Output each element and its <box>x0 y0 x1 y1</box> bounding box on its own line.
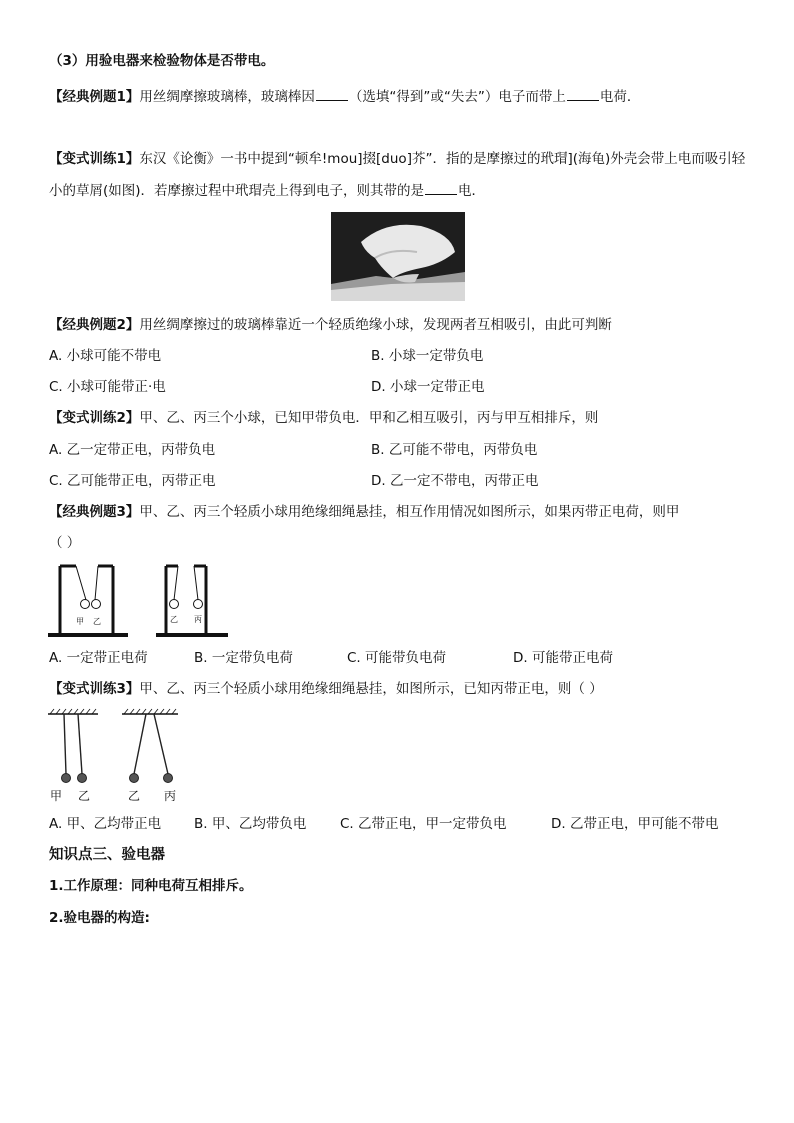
label-yi: 乙 <box>78 789 91 803</box>
example-3-diagram <box>48 560 238 640</box>
variant-2: 【变式训练2】甲、乙、丙三个小球，已知甲带负电．甲和乙相互吸引，丙与甲互相排斥，则 <box>49 410 599 426</box>
structure-line: 2.验电器的构造: <box>49 910 150 926</box>
ball-jia <box>62 774 71 783</box>
label-yi: 乙 <box>128 789 141 803</box>
ball-yi <box>170 600 179 609</box>
pendulum-balls <box>62 774 173 783</box>
label-jia: 甲 <box>50 789 63 803</box>
example-1-tag: 【经典例题1】 <box>49 89 140 105</box>
option-a[interactable]: A. 甲、乙均带正电 <box>49 816 162 832</box>
variant-3: 【变式训练3】甲、乙、丙三个轻质小球用绝缘细绳悬挂，如图所示，已知丙带正电，则（ ） <box>49 681 603 697</box>
option-d[interactable]: D. 可能带正电荷 <box>513 650 613 666</box>
variant-1-line2: 小的草屑(如图)．若摩擦过程中玳瑁壳上得到电子，则其带的是 电． <box>49 183 486 199</box>
variant-3-tag: 【变式训练3】 <box>49 681 140 697</box>
principle-line: 1.工作原理：同种电荷互相排斥。 <box>49 878 253 894</box>
ball-yi <box>130 774 139 783</box>
ball-bing <box>164 774 173 783</box>
variant-1-line1: 【变式训练1】东汉《论衡》一书中提到“顿牟!mou]掇[duo]芥”．指的是摩擦过的玳瑁](海龟)外壳会带上电而吸引轻 <box>49 151 746 167</box>
option-c[interactable]: C. 乙带正电，甲一定带负电 <box>340 816 507 832</box>
option-d[interactable]: D. 乙带正电，甲可能不带电 <box>551 816 719 832</box>
label-bing: 丙 <box>194 615 202 624</box>
example-3: 【经典例题3】甲、乙、丙三个轻质小球用绝缘细绳悬挂，相互作用情况如图所示，如果丙带正电荷，则甲 <box>49 504 680 520</box>
example-3-paren: （ ） <box>49 535 81 551</box>
answer-blank <box>567 88 599 101</box>
option-d[interactable]: D. 小球一定带正电 <box>371 379 485 395</box>
option-b[interactable]: B. 小球一定带负电 <box>371 348 484 364</box>
variant-3-diagram <box>46 708 196 804</box>
option-c[interactable]: C. 乙可能带正电，丙带正电 <box>49 473 216 489</box>
answer-blank <box>316 88 348 101</box>
option-c[interactable]: C. 小球可能带正·电 <box>49 379 166 395</box>
section-heading: 知识点三、验电器 <box>49 847 165 863</box>
option-d[interactable]: D. 乙一定不带电，丙带正电 <box>371 473 539 489</box>
option-a[interactable]: A. 一定带正电荷 <box>49 650 148 666</box>
option-b[interactable]: B. 乙可能不带电，丙带负电 <box>371 442 538 458</box>
option-a[interactable]: A. 小球可能不带电 <box>49 348 162 364</box>
ball-bing <box>194 600 203 609</box>
option-b[interactable]: B. 甲、乙均带负电 <box>194 816 307 832</box>
example-3-tag: 【经典例题3】 <box>49 504 140 520</box>
option-c[interactable]: C. 可能带负电荷 <box>347 650 447 666</box>
tortoiseshell-photo <box>331 212 465 301</box>
variant-2-tag: 【变式训练2】 <box>49 410 140 426</box>
example-1: 【经典例题1】用丝绸摩擦玻璃棒，玻璃棒因 （选填“得到”或“失去”）电子而带上 电荷． <box>49 89 641 105</box>
ball-yi <box>92 600 101 609</box>
ball-yi <box>78 774 87 783</box>
label-yi: 乙 <box>170 615 178 624</box>
option-a[interactable]: A. 乙一定带正电，丙带负电 <box>49 442 216 458</box>
example-2-tag: 【经典例题2】 <box>49 317 140 333</box>
label-yi: 乙 <box>93 617 101 626</box>
suspended-balls <box>81 600 203 609</box>
answer-blank <box>425 182 457 195</box>
option-b[interactable]: B. 一定带负电荷 <box>194 650 293 666</box>
intro-line: （3）用验电器来检验物体是否带电。 <box>49 53 275 69</box>
variant-1-tag: 【变式训练1】 <box>49 151 140 167</box>
label-jia: 甲 <box>76 617 84 626</box>
label-bing: 丙 <box>164 789 177 803</box>
ball-jia <box>81 600 90 609</box>
example-2: 【经典例题2】用丝绸摩擦过的玻璃棒靠近一个轻质绝缘小球，发现两者互相吸引，由此可判断 <box>49 317 612 333</box>
